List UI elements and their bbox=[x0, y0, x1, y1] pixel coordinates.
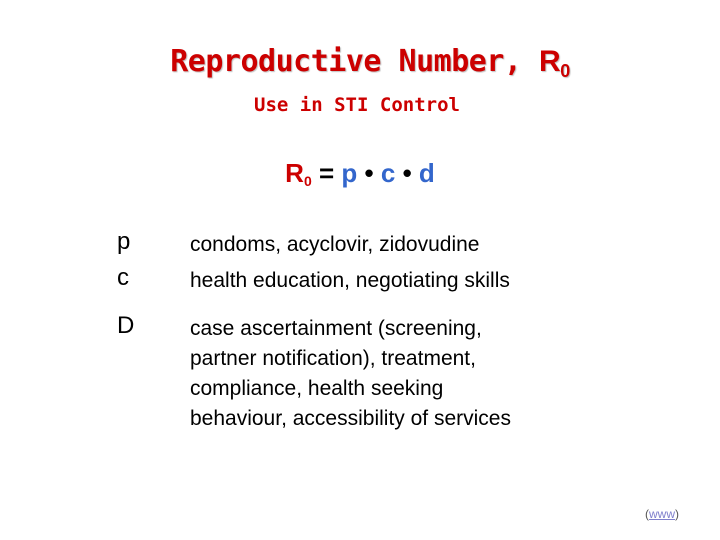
www-link[interactable]: www bbox=[649, 507, 675, 521]
title-r0 bbox=[539, 45, 570, 81]
formula-d: d bbox=[418, 158, 435, 188]
footer-link bbox=[645, 507, 679, 521]
slide-subtitle: Use in STI Control bbox=[254, 94, 460, 116]
formula-sub: 0 bbox=[303, 173, 312, 189]
row-term: c bbox=[117, 264, 129, 291]
formula-p: p bbox=[341, 158, 358, 188]
footer-open-paren: ( bbox=[645, 507, 649, 521]
footer-close-paren: ) bbox=[675, 507, 679, 521]
title-sub: 0 bbox=[560, 61, 570, 81]
formula-dot-1: • bbox=[364, 158, 374, 188]
row-term: D bbox=[117, 312, 135, 339]
row-desc: case ascertainment (screening, partner notification), treatment, compliance, health seeking behaviour, accessibility of services bbox=[190, 317, 511, 430]
title-r: R bbox=[539, 45, 561, 78]
formula-c: c bbox=[380, 158, 396, 188]
formula-dot-2: • bbox=[402, 158, 412, 188]
formula-r: R bbox=[285, 158, 304, 188]
formula-equals: = bbox=[318, 158, 335, 188]
row-term: p bbox=[117, 228, 131, 255]
formula-lhs bbox=[285, 158, 312, 188]
row-desc: health education, negotiating skills bbox=[190, 269, 510, 292]
slide-title bbox=[0, 44, 720, 82]
formula bbox=[0, 158, 720, 189]
title-text: Reproductive Number, bbox=[170, 44, 522, 79]
row-desc: condoms, acyclovir, zidovudine bbox=[190, 233, 480, 256]
